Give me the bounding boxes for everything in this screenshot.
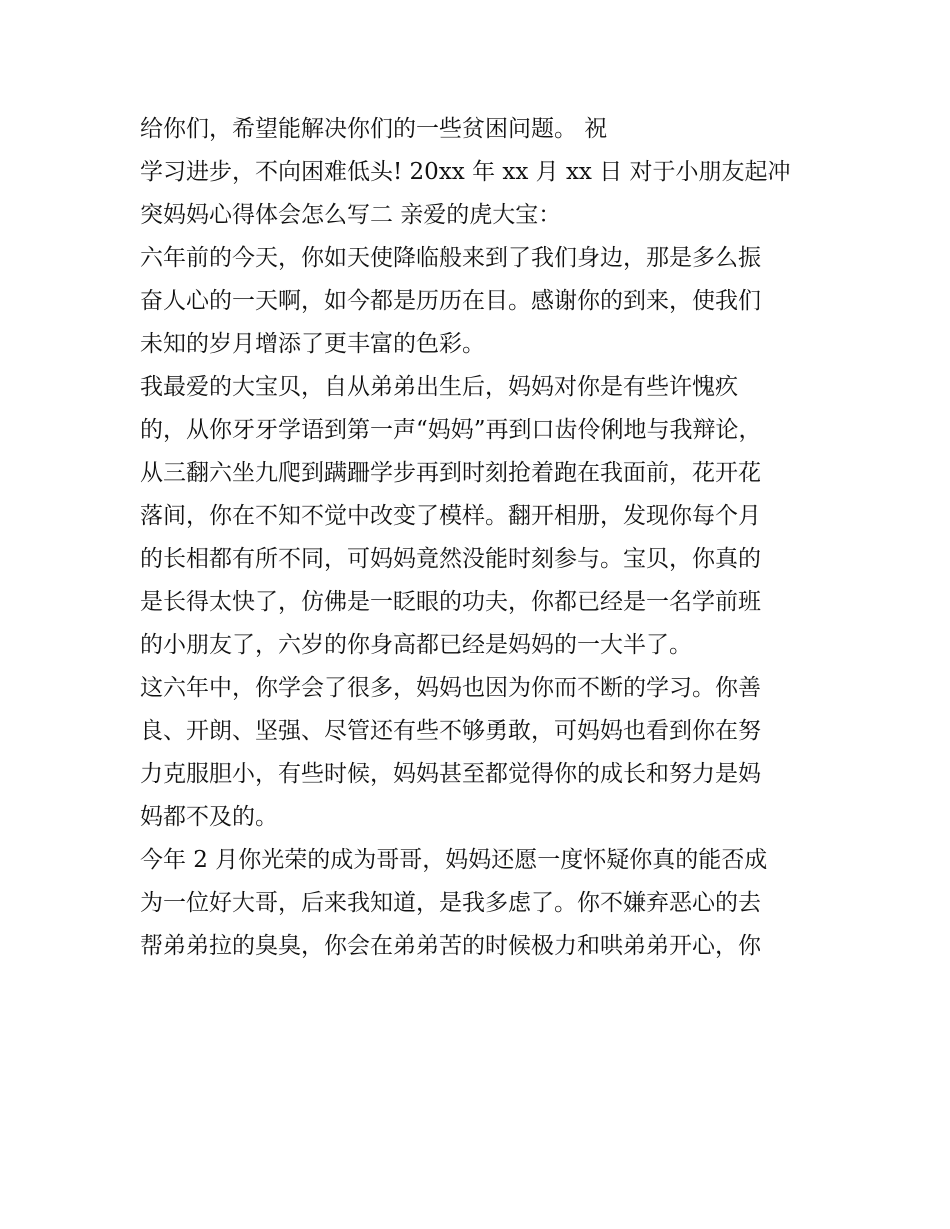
- text-line: 奋人心的一天啊，如今都是历历在目。感谢你的到来，使我们: [140, 288, 761, 314]
- text-line: 今年 2 月你光荣的成为哥哥，妈妈还愿一度怀疑你真的能否成: [140, 847, 768, 873]
- text-line: 的长相都有所不同，可妈妈竟然没能时刻参与。宝贝，你真的: [140, 546, 761, 572]
- text-line: 六年前的今天，你如天使降临般来到了我们身边，那是多么振: [140, 245, 761, 271]
- text-line: 的，从你牙牙学语到第一声“妈妈”再到口齿伶俐地与我辩论，: [140, 417, 762, 443]
- text-line: 突妈妈心得体会怎么写二 亲爱的虎大宝：: [140, 202, 562, 228]
- text-line: 我最爱的大宝贝，自从弟弟出生后，妈妈对你是有些许愧疚: [140, 374, 738, 400]
- text-line: 的小朋友了，六岁的你身高都已经是妈妈的一大半了。: [140, 632, 692, 658]
- text-line: 这六年中，你学会了很多，妈妈也因为你而不断的学习。你善: [140, 675, 761, 701]
- text-line: 力克服胆小，有些时候，妈妈甚至都觉得你的成长和努力是妈: [140, 761, 761, 787]
- text-line: 良、开朗、坚强、尽管还有些不够勇敢，可妈妈也看到你在努: [140, 718, 761, 744]
- text-line: 从三翻六坐九爬到蹒跚学步再到时刻抢着跑在我面前，花开花: [140, 460, 761, 486]
- text-line: 落间，你在不知不觉中改变了模样。翻开相册，发现你每个月: [140, 503, 761, 529]
- text-line: 是长得太快了，仿佛是一眨眼的功夫，你都已经是一名学前班: [140, 589, 761, 615]
- body-text: [140, 108, 820, 968]
- text-line: 未知的岁月增添了更丰富的色彩。: [140, 331, 485, 357]
- text-line: 帮弟弟拉的臭臭，你会在弟弟苦的时候极力和哄弟弟开心，你: [140, 933, 761, 959]
- text-line: 给你们，希望能解决你们的一些贫困问题。 祝: [140, 116, 608, 142]
- text-line: 妈都不及的。: [140, 804, 278, 830]
- text-line: 学习进步，不向困难低头! 20xx 年 xx 月 xx 日 对于小朋友起冲: [140, 159, 791, 185]
- text-line: 为一位好大哥，后来我知道，是我多虑了。你不嫌弃恶心的去: [140, 890, 761, 916]
